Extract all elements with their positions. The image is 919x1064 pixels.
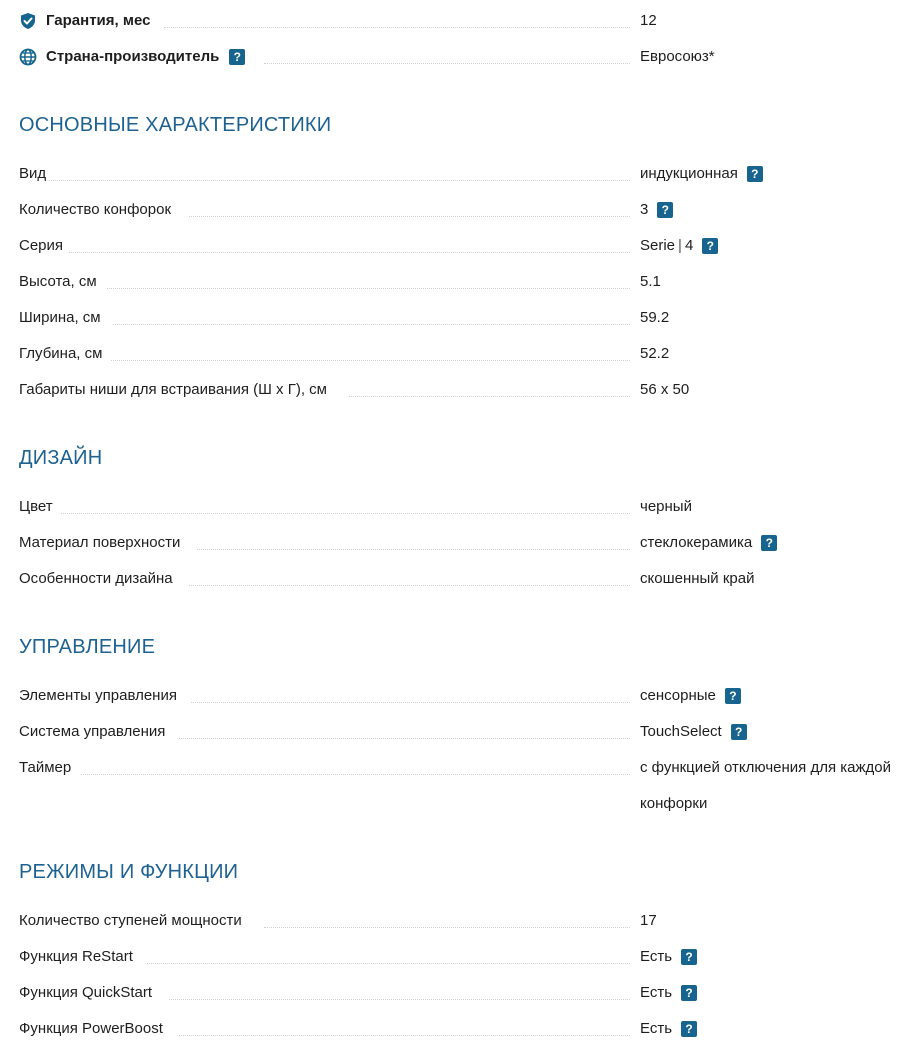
spec-value-text: Есть	[640, 948, 673, 965]
series-name: Serie	[640, 237, 676, 254]
spec-label	[19, 498, 61, 516]
section-title-modes: РЕЖИМЫ И ФУНКЦИИ	[19, 861, 239, 883]
spec-row	[19, 165, 919, 201]
spec-row	[19, 237, 919, 273]
spec-label	[19, 912, 250, 930]
spec-value	[640, 687, 741, 705]
spec-value: 59.2	[640, 309, 670, 326]
spec-label-text: Высота, см	[19, 273, 105, 291]
spec-label	[19, 273, 105, 291]
shield-check-icon	[19, 12, 37, 30]
help-icon[interactable]: ?	[657, 202, 673, 218]
leader-dots	[111, 360, 630, 361]
spec-value	[640, 201, 673, 219]
spec-row	[19, 1020, 919, 1056]
spec-label-text: Материал поверхности	[19, 534, 188, 552]
help-icon[interactable]: ?	[761, 535, 777, 551]
spec-value-text: Есть	[640, 984, 673, 1001]
help-icon[interactable]: ?	[731, 724, 747, 740]
spec-value-text: 3	[640, 201, 649, 218]
spec-label-text: Габариты ниши для встраивания (Ш x Г), см	[19, 381, 335, 399]
spec-row	[19, 273, 919, 309]
spec-label-text: Элементы управления	[19, 687, 185, 705]
spec-row	[19, 948, 919, 984]
help-icon[interactable]: ?	[681, 1021, 697, 1037]
spec-label-text: Вид	[19, 165, 54, 183]
spec-value	[640, 984, 697, 1002]
leader-dots	[264, 927, 630, 928]
spec-row-country	[19, 48, 919, 84]
leader-dots	[191, 702, 630, 703]
spec-label	[19, 984, 160, 1002]
leader-dots	[197, 549, 630, 550]
leader-dots	[179, 738, 630, 739]
spec-value-text: TouchSelect	[640, 723, 722, 740]
spec-label	[19, 345, 110, 363]
spec-value	[640, 534, 777, 552]
help-icon[interactable]: ?	[702, 238, 718, 254]
leader-dots	[113, 324, 630, 325]
help-icon[interactable]: ?	[681, 949, 697, 965]
spec-label	[19, 948, 141, 966]
leader-dots	[164, 27, 630, 28]
leader-dots	[49, 180, 630, 181]
spec-label-text: Глубина, см	[19, 345, 110, 363]
spec-label	[19, 1020, 171, 1038]
spec-label	[19, 570, 181, 588]
spec-row	[19, 381, 919, 417]
spec-value: Евросоюз*	[640, 48, 715, 65]
spec-value: 52.2	[640, 345, 670, 362]
spec-value	[640, 723, 747, 741]
spec-label	[19, 534, 188, 552]
spec-label-text: Серия	[19, 237, 71, 255]
leader-dots	[107, 288, 630, 289]
spec-value	[640, 237, 718, 255]
help-icon[interactable]: ?	[725, 688, 741, 704]
spec-label	[19, 237, 71, 255]
spec-label-text: Система управления	[19, 723, 173, 741]
spec-value: 12	[640, 12, 657, 29]
leader-dots	[179, 1035, 630, 1036]
spec-row	[19, 345, 919, 381]
spec-row	[19, 570, 919, 606]
leader-dots	[147, 963, 630, 964]
spec-value: с функцией отключения для каждой конфорки	[640, 759, 891, 812]
globe-icon	[19, 48, 37, 66]
help-icon[interactable]: ?	[681, 985, 697, 1001]
spec-value: черный	[640, 498, 692, 515]
spec-label	[19, 759, 79, 777]
spec-row-warranty	[19, 12, 919, 48]
spec-value	[640, 1020, 697, 1038]
leader-dots	[169, 999, 630, 1000]
spec-row	[19, 759, 919, 831]
spec-label	[19, 381, 335, 399]
spec-label	[19, 201, 179, 219]
spec-value	[640, 948, 697, 966]
series-number: 4	[684, 237, 694, 254]
series-separator: |	[678, 237, 682, 254]
spec-row	[19, 912, 919, 948]
help-icon[interactable]: ?	[229, 49, 245, 65]
leader-dots	[349, 396, 630, 397]
spec-label-text: Функция PowerBoost	[19, 1020, 171, 1038]
leader-dots	[189, 216, 630, 217]
section-title-main: ОСНОВНЫЕ ХАРАКТЕРИСТИКИ	[19, 114, 332, 136]
spec-row	[19, 498, 919, 534]
spec-label-text: Количество конфорок	[19, 201, 179, 219]
section-title-design: ДИЗАЙН	[19, 447, 103, 469]
spec-row	[19, 687, 919, 723]
section-title-control: УПРАВЛЕНИЕ	[19, 636, 156, 658]
spec-value: 56 x 50	[640, 381, 690, 398]
spec-label	[19, 48, 245, 66]
spec-row	[19, 309, 919, 345]
spec-label	[19, 687, 185, 705]
spec-label-text: Таймер	[19, 759, 79, 777]
spec-label-text: Особенности дизайна	[19, 570, 181, 588]
spec-value: скошенный край	[640, 570, 755, 587]
spec-label-text: Количество ступеней мощности	[19, 912, 250, 930]
spec-label-text: Гарантия, мес	[46, 12, 158, 30]
spec-value-text: Есть	[640, 1020, 673, 1037]
spec-row	[19, 534, 919, 570]
spec-label-text: Цвет	[19, 498, 61, 516]
spec-value: 5.1	[640, 273, 661, 290]
leader-dots	[81, 774, 630, 775]
spec-row	[19, 201, 919, 237]
spec-row	[19, 984, 919, 1020]
spec-label	[19, 12, 158, 30]
spec-value: 17	[640, 912, 657, 929]
spec-label-text: Функция QuickStart	[19, 984, 160, 1002]
help-icon[interactable]: ?	[747, 166, 763, 182]
spec-value-text: стеклокерамика	[640, 534, 753, 551]
spec-label-text: Страна-производитель	[46, 48, 227, 66]
leader-dots	[61, 513, 630, 514]
spec-value-text: сенсорные	[640, 687, 716, 704]
leader-dots	[69, 252, 630, 253]
leader-dots	[189, 585, 630, 586]
spec-label-text: Функция ReStart	[19, 948, 141, 966]
spec-label	[19, 723, 173, 741]
spec-value	[640, 165, 763, 183]
spec-label	[19, 309, 109, 327]
spec-label-text: Ширина, см	[19, 309, 109, 327]
leader-dots	[264, 63, 630, 64]
spec-value-text: индукционная	[640, 165, 738, 182]
